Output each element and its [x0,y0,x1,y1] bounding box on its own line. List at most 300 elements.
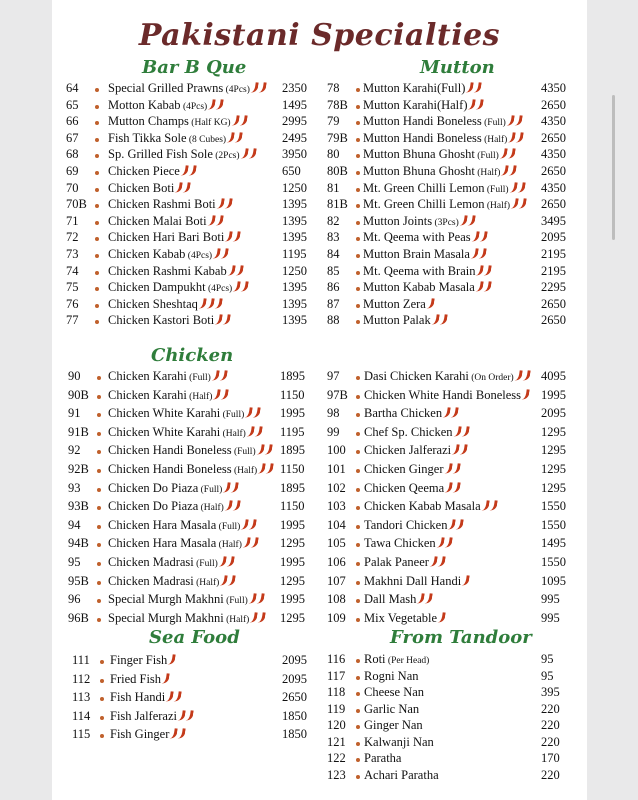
item-price: 1995 [541,387,566,402]
item-name [108,247,228,262]
menu-item [327,669,581,686]
item-note: (4Pcs) [185,251,213,261]
bullet-dot-icon [356,659,360,663]
item-price: 4350 [541,114,566,129]
item-name-text: Kalwanji Nan [364,734,434,749]
chili-pepper-icon [228,574,236,586]
chili-pepper-icon [474,82,482,94]
item-name [364,718,423,733]
bullet-dot-icon [97,581,101,585]
menu-item [327,652,581,669]
menu-item [68,443,320,460]
item-number: 109 [327,610,346,625]
menu-item [66,297,322,314]
item-number: 116 [327,652,346,666]
item-number: 70B [66,197,87,212]
item-price: 220 [541,701,560,716]
menu-item [327,98,581,115]
heading-chicken: Chicken [151,345,234,366]
menu-item [327,574,581,591]
item-price: 95 [541,668,554,683]
item-number: 119 [327,701,346,716]
item-note: (Full) [231,447,256,458]
menu-item [66,280,322,297]
item-name-text: Makhni Dall Handi [364,573,462,588]
bullet-dot-icon [95,237,99,241]
item-name-text: Chicken Karahi [108,387,187,402]
menu-item [72,690,322,707]
item-name [363,313,447,328]
item-name-text: Chicken White Karahi [108,424,221,439]
item-name [108,297,222,312]
menu-item [327,735,581,752]
chili-pepper-icon [521,388,529,400]
item-price: 1850 [282,727,307,741]
bullet-dot-icon [356,709,360,713]
bullet-dot-icon [356,469,360,473]
item-number: 84 [327,247,340,261]
chili-pepper-icon [471,231,479,243]
item-name [364,735,434,750]
item-price: 1995 [280,555,305,569]
bullet-dot-icon [95,154,99,158]
item-name-text: Mt. Green Chilli Lemon [363,197,485,212]
item-name-text: Chicken Sheshtaq [108,296,198,311]
item-name [110,653,175,668]
menu-item [66,313,322,330]
item-price: 1495 [541,536,566,551]
item-number: 87 [327,296,340,311]
item-price: 2995 [282,114,307,129]
item-name [108,406,260,421]
item-name [363,98,483,113]
bullet-dot-icon [356,237,360,241]
item-note: (Half) [474,168,501,178]
item-name-text: Achari Paratha [364,767,439,782]
menu-item [327,443,581,460]
chili-pepper-icon [240,281,248,293]
item-name [364,406,458,421]
chili-pepper-icon [239,115,247,127]
menu-item [327,131,581,148]
chili-pepper-icon [224,198,232,210]
item-price: 1895 [280,369,305,383]
menu-item [66,81,322,98]
item-name-text: Mutton Palak [363,313,431,328]
bullet-dot-icon [356,618,360,622]
menu-item [327,369,581,386]
chili-pepper-icon [444,463,452,475]
item-name-text: Chicken Piece [108,164,180,178]
bullet-dot-icon [356,506,360,510]
item-name-text: Chicken Kabab [108,247,186,261]
item-price: 1295 [280,610,305,625]
item-name-text: Chef Sp. Chicken [364,424,453,439]
item-price: 1250 [282,180,307,195]
item-price: 1295 [541,462,566,476]
bullet-dot-icon [97,618,101,622]
item-name [108,264,243,279]
item-name-text: Mt. Green Chilli Lemon [363,180,485,195]
item-number: 96 [68,592,81,607]
chili-pepper-icon [240,148,248,160]
bullet-dot-icon [95,320,99,324]
item-number: 122 [327,751,346,765]
item-name [108,518,256,533]
menu-item [327,751,581,768]
bullet-dot-icon [100,660,104,664]
item-name-text: Chicken Dampukht [108,280,206,295]
bullet-dot-icon [356,121,360,125]
menu-item [327,230,581,247]
chili-pepper-icon [258,611,266,623]
chili-pepper-icon [235,264,243,276]
item-name-text: Mix Vegetable [364,610,438,625]
chili-pepper-icon [221,388,229,400]
item-name [364,751,401,766]
item-name-text: Roti [364,652,386,666]
menu-item [327,147,581,164]
item-price: 1550 [541,555,566,569]
item-name [108,280,248,295]
chili-pepper-icon [426,297,434,309]
bullet-dot-icon [95,204,99,208]
item-name-text: Chicken Handi Boneless [108,443,232,458]
chili-pepper-icon [436,537,444,549]
scrollbar[interactable] [612,95,615,240]
item-number: 121 [327,734,346,749]
item-name-text: Chicken Hara Masala [108,517,217,532]
item-name [364,555,445,570]
bullet-dot-icon [356,725,360,729]
item-name-text: Mutton Karahi(Full) [363,81,466,95]
chili-pepper-icon [461,574,469,586]
bullet-dot-icon [356,395,360,399]
item-number: 93 [68,480,81,495]
item-name-text: Palak Paneer [364,555,429,569]
bullet-dot-icon [95,287,99,291]
bullet-dot-icon [356,581,360,585]
item-price: 2650 [541,197,566,212]
item-price: 1395 [282,197,307,212]
bullet-dot-icon [356,105,360,109]
item-name-text: Mutton Joints [363,213,433,228]
item-note: (Full) [223,596,248,607]
item-name-text: Garlic Nan [364,701,420,716]
menu-item [68,592,320,609]
chili-pepper-icon [161,672,169,684]
chili-pepper-icon [476,98,484,110]
page-title: Pakistani Specialties [138,18,501,53]
chili-pepper-icon [425,593,433,605]
chili-pepper-icon [231,481,239,493]
menu-item [68,499,320,516]
item-name-text: Chicken Boti [108,180,175,195]
item-name-text: Fish Jalferazi [110,708,177,723]
bullet-dot-icon [97,599,101,603]
item-name [364,499,497,514]
item-price: 1295 [541,443,566,458]
bullet-dot-icon [356,742,360,746]
item-number: 104 [327,517,346,532]
menu-item [66,197,322,214]
bullet-dot-icon [97,469,101,473]
chili-pepper-icon [248,148,256,160]
chili-pepper-icon [234,131,242,143]
bullet-dot-icon [97,432,101,436]
menu-item [327,481,581,498]
item-price: 1395 [282,230,307,245]
menu-item [66,147,322,164]
item-number: 78B [327,97,348,112]
menu-item [327,313,581,330]
menu-item [72,709,322,726]
item-price: 1295 [541,424,566,439]
item-name-text: Chicken Madrasi [108,573,194,588]
item-price: 650 [282,164,301,178]
item-name [363,230,487,245]
bullet-dot-icon [95,121,99,125]
item-number: 83 [327,230,340,245]
item-note: (Full) [220,410,245,421]
item-number: 67 [66,130,79,145]
item-name [108,230,240,245]
item-number: 80 [327,147,340,162]
item-number: 106 [327,555,346,569]
bullet-dot-icon [356,432,360,436]
item-name-text: Mutton Karahi(Half) [363,97,468,112]
bullet-dot-icon [356,221,360,225]
item-name-text: Chicken Qeema [364,480,445,495]
item-number: 90B [68,387,89,402]
item-name [108,369,227,384]
menu-item [327,702,581,719]
item-number: 85 [327,263,340,278]
bullet-dot-icon [97,562,101,566]
menu-item [327,685,581,702]
item-name-text: Mutton Zera [363,296,426,311]
item-price: 2195 [541,263,566,278]
chili-pepper-icon [514,115,522,127]
item-price: 4350 [541,180,566,195]
item-price: 995 [541,592,560,607]
item-name-text: Tandori Chicken [364,517,448,532]
item-number: 94 [68,517,81,532]
chili-pepper-icon [214,297,222,309]
item-price: 1195 [280,424,305,439]
item-name [364,481,460,496]
chili-pepper-icon [256,593,264,605]
item-number: 76 [66,296,79,311]
item-price: 1550 [541,517,566,532]
item-price: 1150 [280,499,305,514]
menu-item [68,555,320,572]
chili-pepper-icon [207,214,215,226]
menu-item [327,247,581,264]
item-note: (2Pcs) [212,151,240,162]
menu-item [327,388,581,405]
chili-pepper-icon [219,370,227,382]
item-note: (Per Head) [385,656,430,666]
item-name [364,652,429,667]
menu-item [68,574,320,591]
item-price: 2095 [541,230,566,245]
item-name-text: Paratha [364,751,402,765]
item-name [108,313,230,328]
item-number: 113 [72,690,91,704]
bullet-dot-icon [97,376,101,380]
item-name-text: Fish Ginger [110,727,170,741]
item-name-text: Mutton Brain Masala [363,247,470,261]
bullet-dot-icon [356,676,360,680]
item-name-text: Mutton Bhuna Ghosht [363,164,475,178]
item-name-text: Special Murgh Makhni [108,610,224,625]
item-price: 1995 [280,406,305,421]
item-number: 88 [327,313,340,328]
chili-pepper-icon [467,214,475,226]
item-name [108,181,190,196]
item-number: 99 [327,424,340,439]
item-name-text: Mutton Handi Boneless [363,114,482,129]
chili-pepper-icon [254,425,262,437]
item-number: 79 [327,114,340,129]
bullet-dot-icon [97,488,101,492]
item-name [364,768,439,783]
menu-item [327,611,581,628]
menu-item [327,181,581,198]
menu-item [68,611,320,628]
item-price: 95 [541,652,554,666]
item-number: 118 [327,685,346,699]
item-name-text: Chicken Madrasi [108,555,194,569]
chili-pepper-icon [452,463,460,475]
item-note: (Half) [223,614,250,625]
item-name [364,369,530,384]
chili-pepper-icon [517,181,525,193]
menu-item [66,264,322,281]
item-note: (Half) [220,428,246,439]
item-price: 2095 [282,671,307,686]
item-name-text: Fried Fish [110,671,162,686]
bullet-dot-icon [95,188,99,192]
bullet-dot-icon [95,271,99,275]
menu-item [68,518,320,535]
item-name-text: Mutton Kabab Masala [363,280,475,295]
item-number: 115 [72,727,91,741]
menu-item [66,247,322,264]
bullet-dot-icon [97,413,101,417]
menu-item [327,264,581,281]
item-number: 107 [327,573,346,588]
heading-bar-b-que: Bar B Que [142,57,247,78]
chili-pepper-icon [516,131,524,143]
item-note: (Half) [193,577,220,588]
chili-pepper-icon [437,556,445,568]
item-note: (On Order) [468,373,514,383]
bullet-dot-icon [95,221,99,225]
item-name [108,388,228,403]
bullet-dot-icon [97,395,101,399]
item-name [108,214,223,229]
item-number: 70 [66,180,79,195]
chili-pepper-icon [450,407,458,419]
item-number: 97 [327,369,340,383]
item-name-text: Chicken Karahi [108,369,187,383]
chili-pepper-icon [439,314,447,326]
item-note: (Full) [186,373,211,383]
bullet-dot-icon [100,697,104,701]
chili-pepper-icon [258,82,266,94]
item-price: 995 [541,610,560,625]
chili-pepper-icon [173,691,181,703]
item-name [363,280,491,295]
menu-item [327,81,581,98]
menu-item [327,499,581,516]
bullet-dot-icon [356,271,360,275]
item-note: (Full) [474,151,499,162]
item-name [363,131,523,146]
item-number: 66 [66,114,79,129]
item-price: 2295 [541,280,566,295]
item-price: 1850 [282,708,307,723]
chili-pepper-icon [489,500,497,512]
item-price: 2650 [541,164,566,178]
item-name [364,611,445,626]
chili-pepper-icon [215,214,223,226]
bullet-dot-icon [356,525,360,529]
item-price: 1295 [280,573,305,588]
bullet-dot-icon [356,758,360,762]
item-number: 92B [68,462,89,476]
bullet-dot-icon [356,154,360,158]
menu-item [66,98,322,115]
item-note: (Full) [216,521,241,532]
item-price: 1895 [280,443,305,458]
item-price: 1895 [280,480,305,495]
item-price: 220 [541,767,560,782]
bullet-dot-icon [356,775,360,779]
chili-pepper-icon [226,556,234,568]
chili-pepper-icon [227,264,235,276]
item-name [363,297,434,312]
menu-item [66,164,322,181]
item-number: 82 [327,213,340,228]
item-price: 1995 [280,517,305,532]
item-name [364,462,460,477]
item-name-text: Chicken Kastori Boti [108,313,215,328]
item-name [364,388,529,403]
item-name [363,214,475,229]
item-name-text: Chicken Do Piaza [108,499,199,514]
bullet-dot-icon [356,171,360,175]
item-price: 2495 [282,130,307,145]
item-number: 91B [68,424,89,439]
item-number: 80B [327,164,348,178]
chili-pepper-icon [249,518,257,530]
chili-pepper-icon [459,444,467,456]
menu-item [72,672,322,689]
item-note: (4Pcs) [180,101,208,112]
chili-pepper-icon [514,370,522,382]
item-name [108,555,234,570]
item-name-text: Chicken White Karahi [108,406,221,421]
item-name-text: Fish Handi [110,690,166,704]
item-name [363,164,516,179]
item-number: 123 [327,767,346,782]
item-price: 1150 [280,462,305,476]
item-number: 100 [327,443,346,458]
item-name-text: Chicken White Handi Boneless [364,387,522,402]
